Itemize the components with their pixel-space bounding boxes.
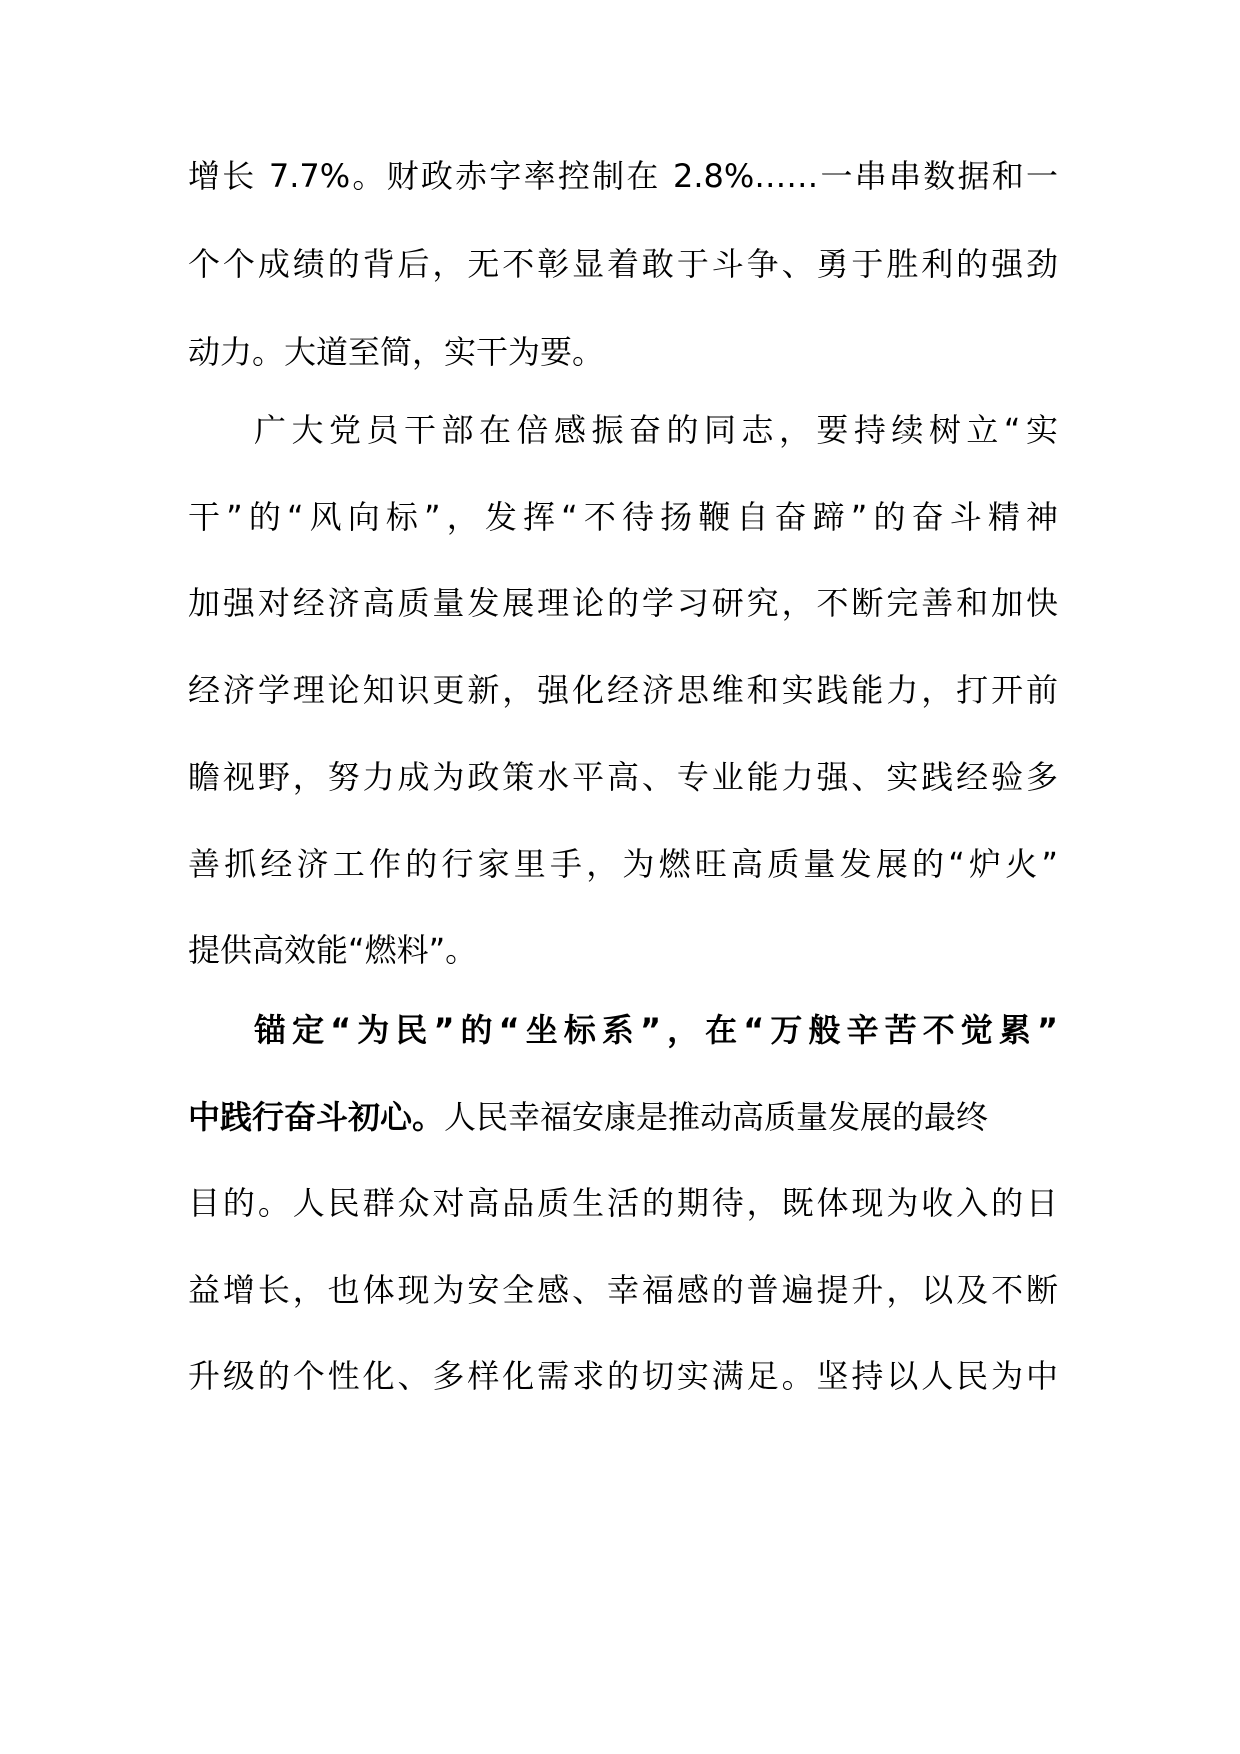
paragraph-line-mixed — [188, 1087, 1058, 1147]
paragraph-line: 善抓经济工作的行家里手，为燃旺高质量发展的“炉火” — [188, 845, 1058, 883]
section-heading-end: 中践行奋斗初心。 — [188, 1098, 445, 1136]
paragraph-line: 加强对经济高质量发展理论的学习研究，不断完善和加快 — [188, 584, 1058, 622]
paragraph-line: 目的。人民群众对高品质生活的期待，既体现为收入的日 — [188, 1184, 1058, 1222]
section-heading-line: 锚定“为民”的“坐标系”，在“万般辛苦不觉累” — [254, 1011, 1058, 1049]
paragraph-line: 升级的个性化、多样化需求的切实满足。坚持以人民为中 — [188, 1357, 1058, 1395]
paragraph-line: 广大党员干部在倍感振奋的同志，要持续树立“实 — [254, 411, 1058, 449]
paragraph-line: 个个成绩的背后，无不彰显着敢于斗争、勇于胜利的强劲 — [188, 245, 1058, 283]
paragraph-text: 人民幸福安康是推动高质量发展的最终 — [444, 1098, 989, 1136]
paragraph-line: 经济学理论知识更新，强化经济思维和实践能力，打开前 — [188, 671, 1058, 709]
paragraph-line: 瞻视野，努力成为政策水平高、专业能力强、实践经验多 — [188, 758, 1058, 796]
paragraph-line: 提供高效能“燃料”。 — [188, 931, 478, 969]
paragraph-line: 干”的“风向标”，发挥“不待扬鞭自奋蹄”的奋斗精神 — [188, 498, 1058, 536]
paragraph-line: 增长 7.7%。财政赤字率控制在 2.8%……一串串数据和一 — [188, 157, 1058, 195]
paragraph-line: 动力。大道至简，实干为要。 — [188, 333, 605, 371]
paragraph-line: 益增长，也体现为安全感、幸福感的普遍提升，以及不断 — [188, 1271, 1058, 1309]
